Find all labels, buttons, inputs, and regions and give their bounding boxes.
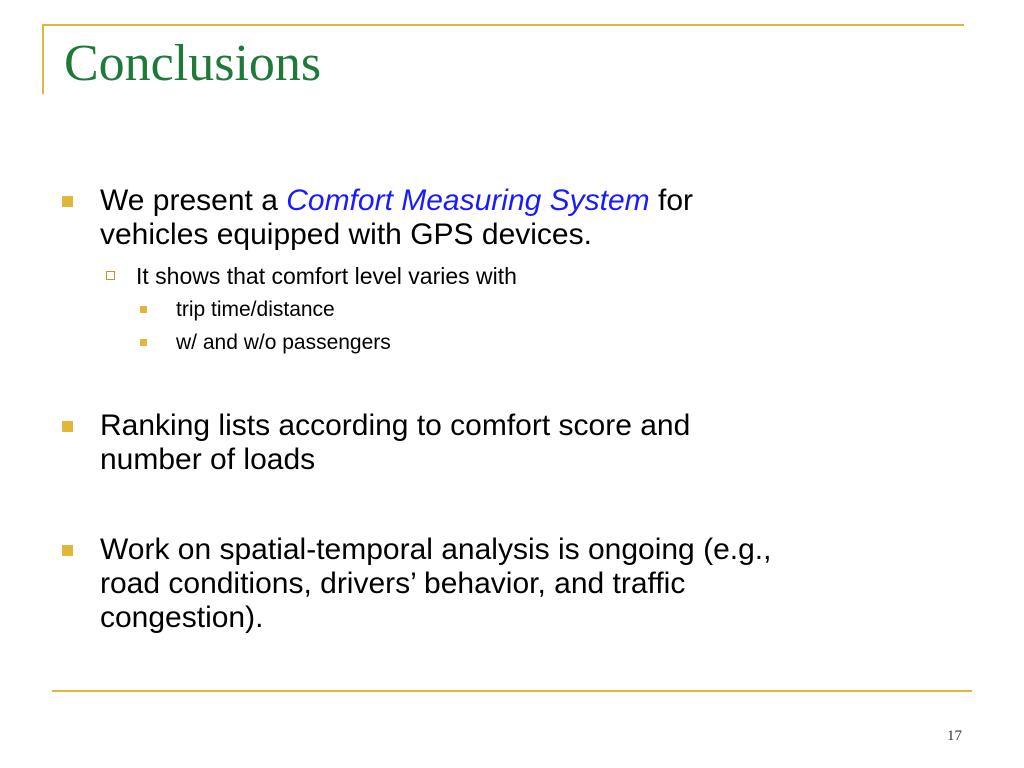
bullet-3-line3: congestion). — [100, 601, 264, 634]
frame-top-line — [42, 24, 964, 26]
square-bullet-icon — [62, 196, 73, 207]
bullet-2-text — [100, 409, 930, 477]
bullet-3-text — [100, 533, 930, 635]
bullet-3-line2: road conditions, drivers’ behavior, and traffic — [100, 567, 686, 600]
bullet-1-highlight: Comfort Measuring System — [286, 184, 650, 217]
bullet-1-text — [100, 184, 930, 252]
bullet-1-prefix: We present a — [100, 184, 287, 217]
sub-sub-bullet-2-text: w/ and w/o passengers — [176, 331, 391, 354]
bullet-1-suffix: for — [649, 184, 694, 217]
square-bullet-icon — [140, 306, 147, 313]
slide-title: Conclusions — [64, 35, 322, 92]
square-bullet-icon — [62, 421, 73, 432]
bullet-2-line2: number of loads — [100, 443, 316, 476]
bullet-1-line2: vehicles equipped with GPS devices. — [100, 218, 592, 251]
sub-sub-bullet-1-text: trip time/distance — [176, 298, 335, 321]
bullet-3-line1: Work on spatial-temporal analysis is ongoing (e.g., — [100, 533, 772, 566]
page-number: 17 — [947, 728, 962, 744]
sub-bullet-1-text: It shows that comfort level varies with — [136, 263, 517, 289]
square-bullet-icon — [62, 545, 73, 556]
footer-line — [52, 690, 972, 692]
square-bullet-icon — [140, 339, 147, 346]
hollow-square-bullet-icon — [106, 271, 115, 280]
frame-left-line — [42, 24, 44, 94]
bullet-2-line1: Ranking lists according to comfort score and — [100, 409, 691, 442]
